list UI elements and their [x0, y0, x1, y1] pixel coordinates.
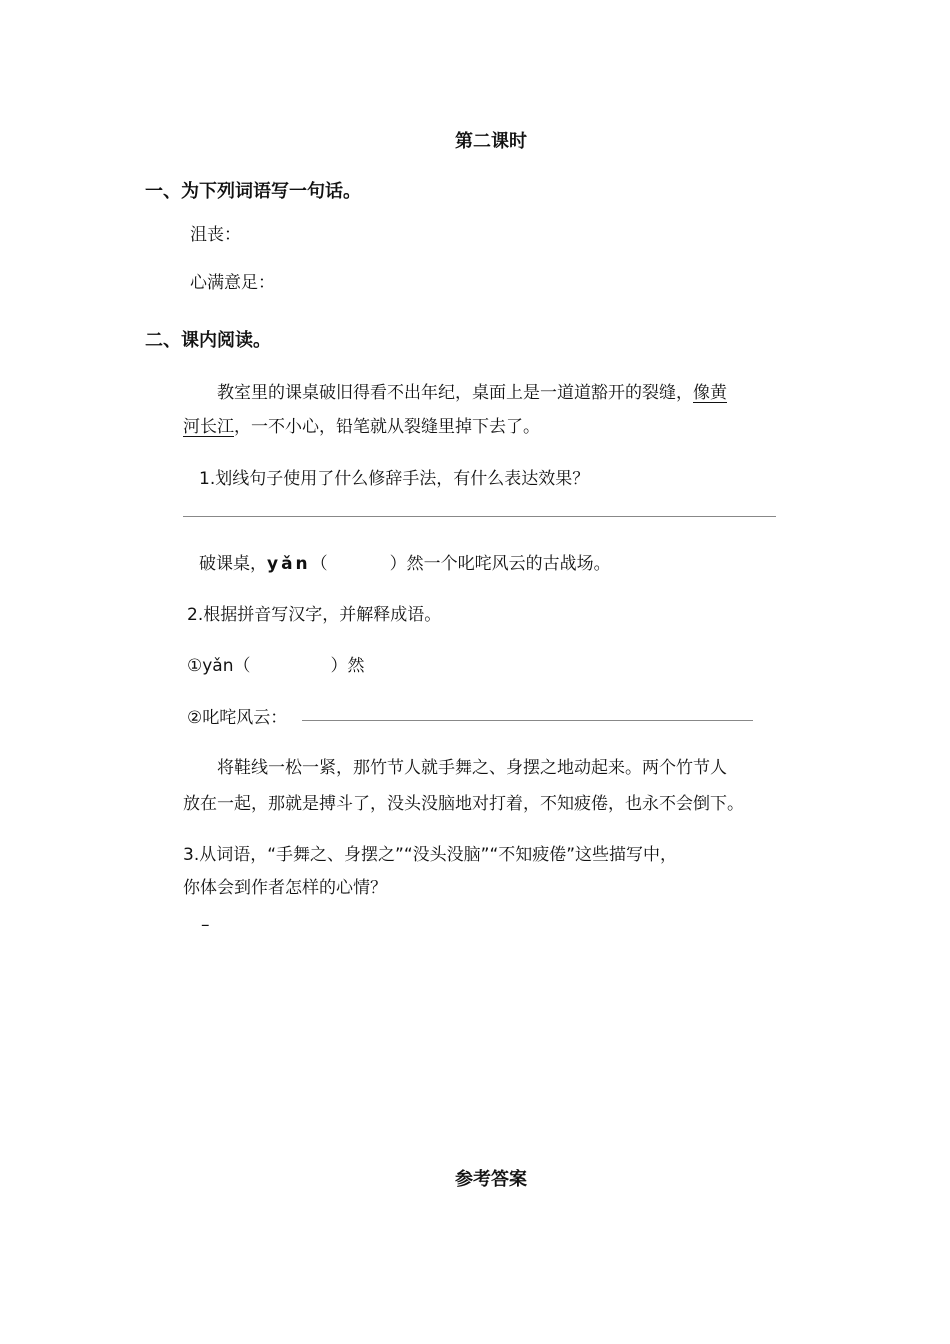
- q3-answer-mark: –: [201, 915, 210, 935]
- q2-paren-close: ）: [389, 554, 407, 574]
- question-3-line-2: 你体会到作者怎样的心情？: [183, 878, 387, 898]
- question-3-line-1: 3.从词语，“手舞之、身摆之”“没头没脑”“不知疲倦”这些描写中，: [183, 845, 678, 865]
- q2-item-1-label: ①yǎn（: [187, 656, 251, 676]
- answer-line-1[interactable]: [183, 516, 776, 517]
- q2-paren-open: （: [310, 554, 328, 574]
- q2-pinyin: yǎn: [267, 554, 311, 574]
- passage-1-text: 教室里的课桌破旧得看不出年纪，桌面上是一道道豁开的裂缝，: [217, 383, 693, 403]
- word-prompt-1: 沮丧：: [190, 225, 241, 245]
- q2-item-1-after: ）然: [330, 656, 365, 676]
- passage-1-text-2: ，一不小心，铅笔就从裂缝里掉下去了。: [234, 417, 540, 437]
- passage-1-line-2: [183, 412, 540, 437]
- section-2-heading: 二、课内阅读。: [145, 330, 271, 351]
- section-1-heading: 一、为下列词语写一句话。: [145, 181, 361, 202]
- underlined-sentence-part-1: 像黄: [693, 383, 727, 403]
- underlined-sentence-part-2: 河长江: [183, 417, 234, 437]
- question-2: 2.根据拼音写汉字，并解释成语。: [187, 605, 442, 625]
- q2-sentence-after: 然一个叱咤风云的古战场。: [406, 554, 611, 574]
- word-prompt-2: 心满意足：: [190, 273, 275, 293]
- question-1: 1.划线句子使用了什么修辞手法，有什么表达效果？: [199, 469, 590, 489]
- passage-1-line-1: [217, 378, 727, 403]
- answer-line-2[interactable]: [302, 720, 753, 721]
- answer-heading: 参考答案: [455, 1169, 527, 1190]
- q2-item-1: [187, 651, 365, 676]
- q2-item-2: ②叱咤风云：: [187, 708, 288, 728]
- passage-2-line-2: 放在一起，那就是搏斗了，没头没脑地对打着，不知疲倦，也永不会倒下。: [183, 794, 744, 814]
- passage-2-line-1: 将鞋线一松一紧，那竹节人就手舞之、身摆之地动起来。两个竹节人: [217, 758, 727, 778]
- question-2-sentence: [199, 549, 611, 574]
- q2-sentence-before: 破课桌，: [199, 554, 267, 574]
- lesson-title: 第二课时: [455, 131, 527, 152]
